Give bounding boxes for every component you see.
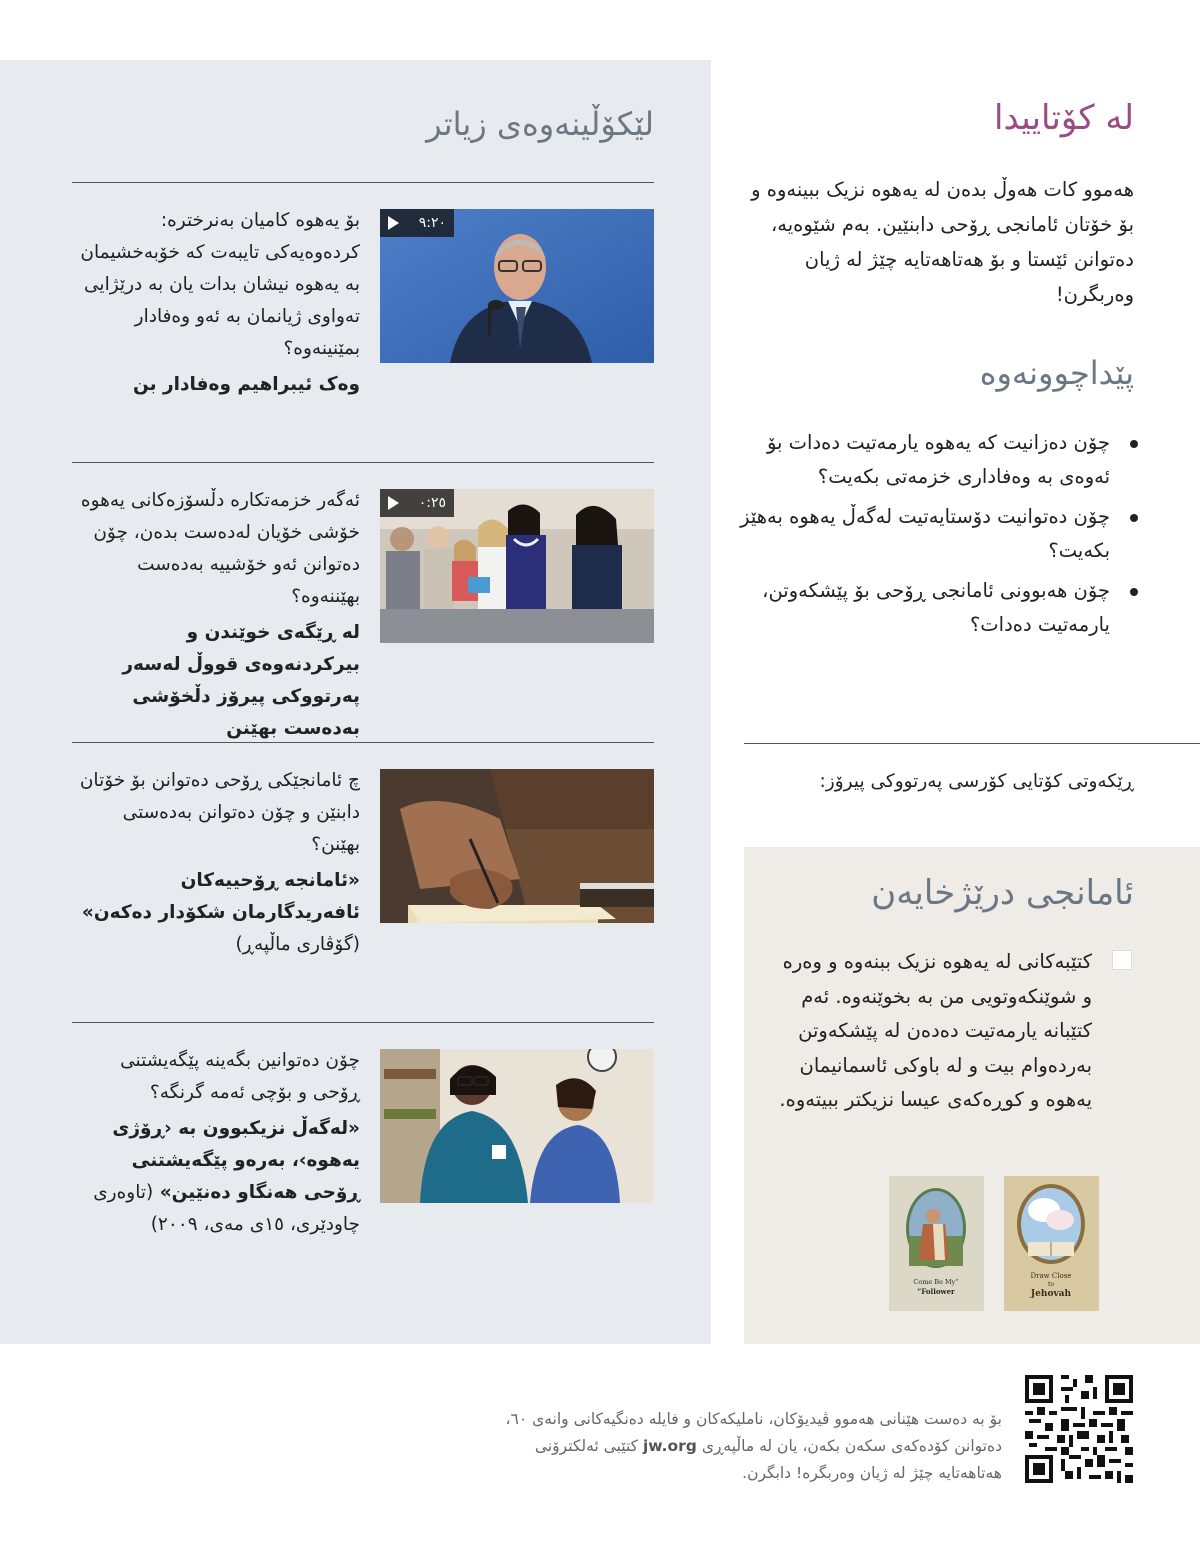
study-item-text [70, 205, 360, 401]
study-reference[interactable]: لە ڕێگەی خوێندن و بیرکردنەوەی قووڵ لەسەر پەرتووکی پیرۆز دڵخۆشی بەدەست بهێنن [122, 622, 360, 739]
divider [72, 1022, 654, 1023]
study-reference[interactable]: «ئامانجە ڕۆحییەکان ئافەریدگارمان شکۆدار دەکەن» (گۆڤاری ماڵپەڕ) [81, 870, 360, 955]
play-icon [388, 216, 399, 230]
book-title-line: Jehovah [1030, 1289, 1072, 1299]
study-reference[interactable]: وەک ئیبراهیم وەفادار بن [132, 374, 360, 395]
review-item: چۆن دەزانیت کە یەهوە یارمەتیت دەدات بۆ ئەوەی بە وەفاداری خزمەتی بکەیت؟ [732, 426, 1112, 494]
study-item [72, 209, 654, 395]
footer-text: بۆ بە دەست هێنانی هەموو ڤیدیۆکان، ناملیکەکان و فایلە دەنگیەکانی وانەی ٦٠، دەتوانن کۆدەکەی سکەن بکەن، یان لە ماڵپەڕی jw.org کتێبی ئەلکترۆنی هەتاهەتایە چێژ لە ژیان وەربگرە! دابگرن. [505, 1410, 1002, 1482]
play-icon [388, 496, 399, 510]
in-conclusion-heading: لە کۆتاییدا [994, 98, 1134, 138]
book-title-line: “Come Be My [913, 1278, 959, 1286]
qr-code-icon [1025, 1375, 1133, 1483]
study-question: چۆن دەتوانین بگەینە پێگەیشتنی ڕۆحی و بۆچی ئەمە گرنگە؟ [120, 1050, 360, 1103]
study-item-text [70, 765, 360, 961]
writing-image [380, 769, 654, 923]
book-title-line: Follower” [917, 1287, 955, 1296]
book-cover-image [889, 1176, 984, 1311]
book-cover-come-be-my-follower[interactable] [889, 1176, 984, 1311]
study-item-text [70, 485, 360, 745]
review-list [732, 426, 1112, 648]
bullet-icon [1130, 440, 1138, 448]
study-item [72, 769, 654, 969]
further-study-heading: لێکۆڵینەوەی زیاتر [426, 105, 654, 143]
study-reference[interactable]: «لەگەڵ نزیکبوون بە ‹ڕۆژی یەهوە›، بەرەو پێگەیشتنی ڕۆحی هەنگاو دەنێین» (تاوەری چاودێری، ١٥ی مەی، ٢٠٠٩) [93, 1118, 360, 1235]
study-item [72, 1049, 654, 1249]
video-duration-badge: ٠:٢٥ [380, 489, 454, 517]
long-term-goal-text: کتێبەکانی لە یەهوە نزیک ببنەوە و وەرە و شوێنکەوتویی من بە بخوێنەوە. ئەم کتێبانە یارمەتیت دەدەن لە پێشکەوتن بەردەوام بیت و لە باوکی ئاسمانیمان یەهوە و کوڕەکەی عیسا نزیکتر ببیتەوە. [779, 950, 1092, 1111]
long-term-goal-heading: ئامانجی درێژخایەن [871, 873, 1134, 913]
article-thumbnail[interactable] [380, 769, 654, 923]
conversation-image [380, 1049, 654, 1203]
review-item: چۆن هەبوونی ئامانجی ڕۆحی بۆ پێشکەوتن، یارمەتیت دەدات؟ [732, 574, 1112, 642]
book-cover-draw-close[interactable] [1004, 1176, 1099, 1311]
qr-code[interactable] [1025, 1375, 1133, 1483]
video-thumbnail[interactable] [380, 489, 654, 643]
book-title-line: to [1047, 1281, 1055, 1288]
video-thumbnail[interactable] [380, 209, 654, 363]
completion-date-label: ڕێکەوتی کۆتایی کۆرسی پەرتووکی پیرۆز: [819, 771, 1134, 792]
in-conclusion-text: هەموو کات هەوڵ بدەن لە یەهوە نزیک ببینەوە و بۆ خۆتان ئامانجی ڕۆحی دابنێین. بەم شێوەیە، دەتوانن ئێستا و بۆ هەتاهەتایە چێژ لە ژیان وەربگرن! [751, 178, 1134, 306]
divider [744, 743, 1200, 744]
article-thumbnail[interactable] [380, 1049, 654, 1203]
study-item-text [70, 1045, 360, 1241]
study-item [72, 489, 654, 739]
divider [72, 742, 654, 743]
divider [72, 182, 654, 183]
study-question: بۆ یەهوە کامیان بەنرختره: کردەوەیەکی تایبەت کە خۆبەخشیمان بە یەهوە نیشان بدات یان بە درێژایی تەواوی ژیانمان بە ئەو وەفادار بمێنینەوە؟ [80, 210, 360, 359]
jw-org-link[interactable]: jw.org [642, 1437, 697, 1455]
bullet-icon [1130, 514, 1138, 522]
review-item: چۆن دەتوانیت دۆستایەتیت لەگەڵ یەهوە بەهێز بکەیت؟ [732, 500, 1112, 568]
goal-checkbox[interactable] [1112, 950, 1132, 970]
book-cover-image [1004, 1176, 1099, 1311]
study-question: چ ئامانجێکی ڕۆحی دەتوانن بۆ خۆتان دابنێن و چۆن دەتوانن بەدەستی بهێنن؟ [79, 770, 360, 855]
study-question: ئەگەر خزمەتکارە دڵسۆزەکانی یەهوە خۆشی خۆیان لەدەست بدەن، چۆن دەتوانن ئەو خۆشییە بەدەست بهێننەوە؟ [80, 490, 360, 607]
book-title-line: Draw Close [1030, 1272, 1072, 1280]
bullet-icon [1130, 588, 1138, 596]
review-heading: پێداچوونەوە [979, 354, 1134, 392]
divider [72, 462, 654, 463]
video-duration-badge: ٩:٢٠ [380, 209, 454, 237]
